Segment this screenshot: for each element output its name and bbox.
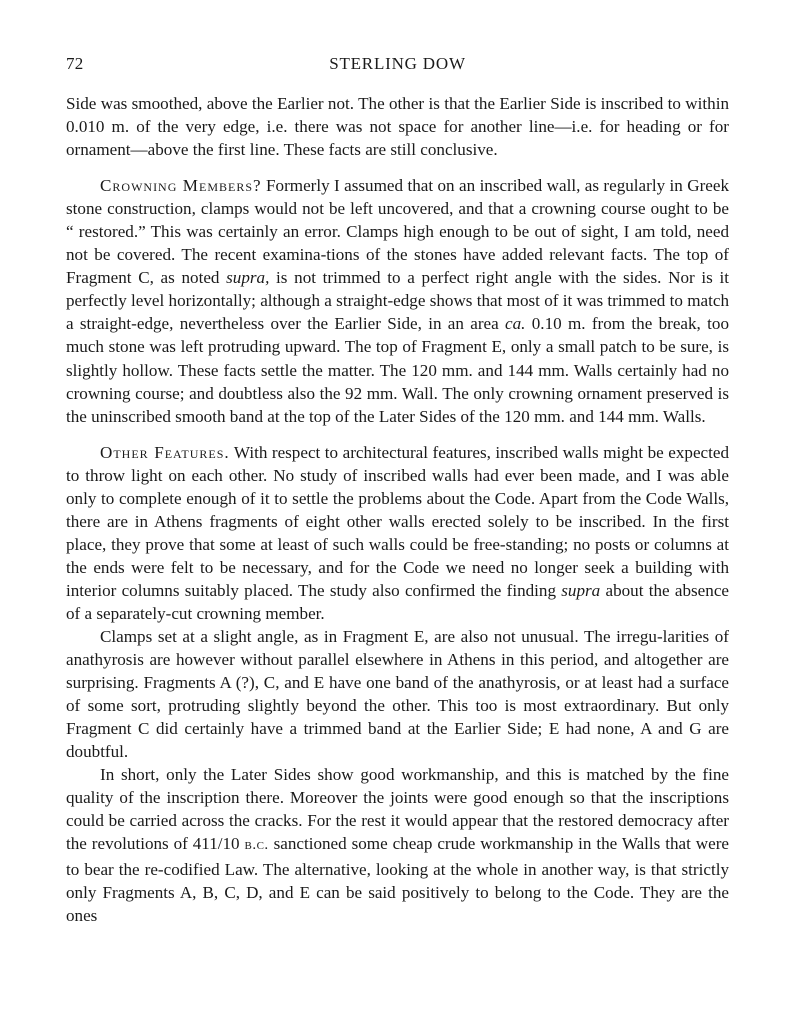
body-text — [66, 92, 729, 927]
paragraph-in-short — [66, 763, 729, 926]
paragraph-clamps — [66, 625, 729, 763]
page-number: 72 — [66, 54, 84, 73]
paragraph-text: sanctioned some cheap crude workmanship in the Walls that were to bear the re-codified Law. The alternative, looking at the whole in another way, is that strictly only Fragments A, B, C, D, and E can be said positively to belong to the Code. They are the ones — [66, 834, 729, 925]
emphasis-text: supra — [561, 580, 601, 600]
paragraph-text: is not trimmed to a perfect right angle with the sides. Nor is it perfectly level horizontally; although a straight-edge shows that most of it was trimmed to match a straight-edge, nevertheless over the Earlier Side, in an area — [66, 268, 729, 334]
paragraph-text: Formerly I assumed that on an inscribed wall, as regularly in Greek stone construction, clamps would not be left uncovered, and that a crowning course ought to be “ restored.” This was certainly an error. Clamps high enough to be out of sight, I am told, need not be covered. The recent examina-tions of the stones have added relevant facts. The top of Fragment C, as noted — [66, 176, 729, 288]
page — [66, 54, 729, 927]
running-head — [66, 54, 729, 80]
section-heading-other-features: Other Features. — [100, 442, 230, 462]
paragraph-text: Clamps set at a slight angle, as in Fragment E, are also not unusual. The irregu-larities of anathyrosis are however without parallel elsewhere in Athens in this period, and altogether are surprising. Fragments A (?), C, and E have one band of the anathyrosis, or at least had a surface of some sort, protruding slightly beyond the other. This too is most extraordinary. But only Fragment C did certainly have a trimmed band at the Earlier Side; E had none, A and G are doubtful. — [66, 627, 729, 762]
paragraph-text: Side was smoothed, above the Earlier not. The other is that the Earlier Side is inscribed to within 0.010 m. of the very edge, i.e. there was not space for another line—i.e. for heading or for ornament—above the first line. These facts are still conclusive. — [66, 94, 729, 160]
paragraph-text: In short, only the Later Sides show good workmanship, and this is matched by the fine quality of the inscription there. Moreover the joints were good enough so that the inscriptions could be carried across the cracks. For the rest it would appear that the restored democracy after the revolutions of 411/10 — [66, 765, 729, 854]
emphasis-text: ca. — [505, 314, 526, 334]
era-abbreviation: b.c. — [244, 837, 269, 854]
paragraph-crowning-members — [66, 174, 729, 428]
running-title: STERLING DOW — [329, 54, 466, 73]
section-heading-crowning-members: Crowning Members? — [100, 176, 262, 196]
emphasis-text: supra, — [226, 268, 270, 288]
paragraph-other-features — [66, 441, 729, 625]
paragraph-text: 0.10 m. from the break, too much stone was left protruding upward. The top of Fragment E, only a small patch to be sure, is slightly hollow. These facts settle the matter. The 120 mm. and 144 mm. Walls certainly had no crowning course; and doubtless also the 92 mm. Wall. The only crowning ornament preserved is the uninscribed smooth band at the top of the Later Sides of the 120 mm. and 144 mm. Walls. — [66, 314, 729, 426]
paragraph-continuation — [66, 92, 729, 161]
paragraph-text: about the absence of a separately-cut crowning member. — [66, 580, 729, 623]
paragraph-text: With respect to architectural features, inscribed walls might be expected to throw light on each other. No study of inscribed walls had ever been made, and I was able only to complete enough of it to settle the problems about the Code. Apart from the Code Walls, there are in Athens fragments of eight other walls erected solely to be inscribed. In the first place, they prove that some at least of such walls could be free-standing; no posts or columns at the ends were felt to be necessary, and for the Code we need no longer seek a building with interior columns suitably placed. The study also confirmed the finding — [66, 442, 729, 600]
